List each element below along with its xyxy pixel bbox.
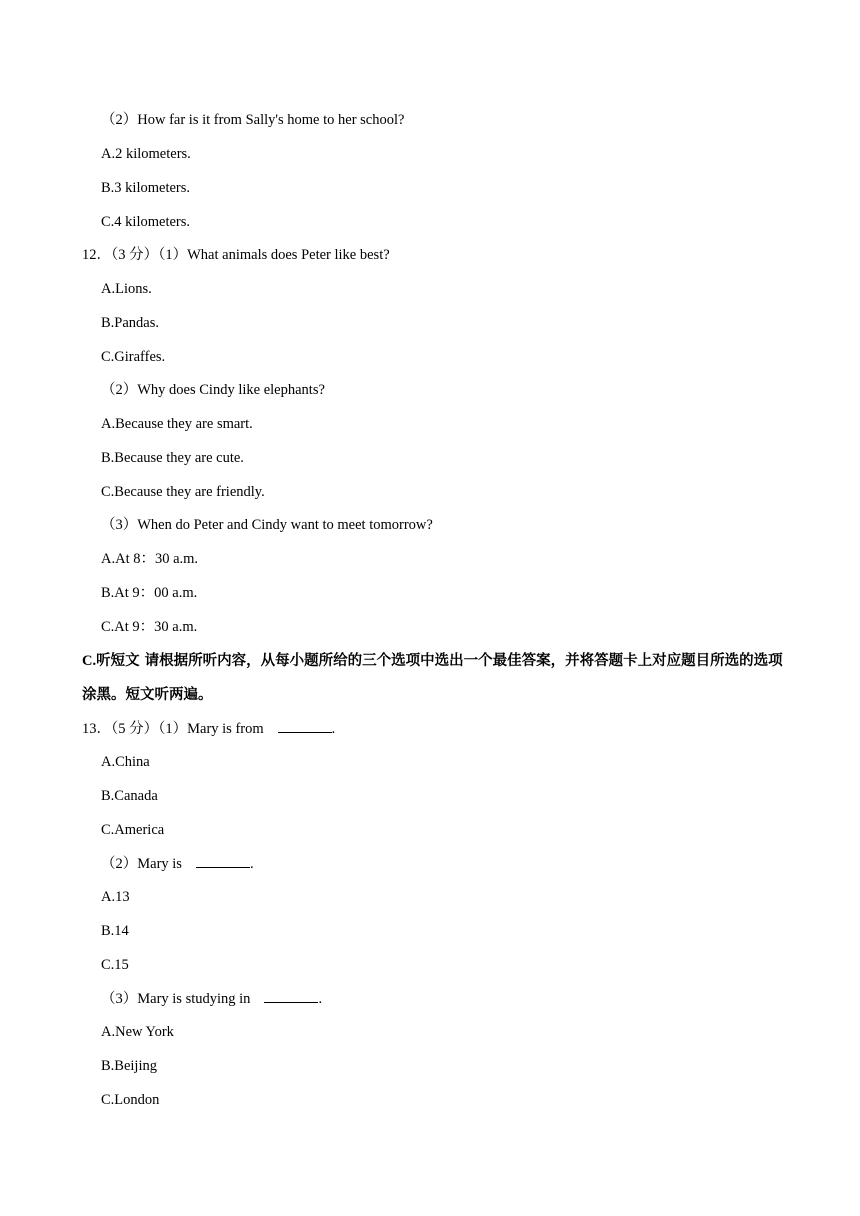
option-b: B.Canada bbox=[101, 788, 158, 804]
question-13-2-text: （2）Mary is bbox=[101, 856, 182, 872]
answer-blank bbox=[278, 718, 332, 733]
option-a: A.Because they are smart. bbox=[101, 416, 253, 432]
option-b: B.Because they are cute. bbox=[101, 450, 244, 466]
option-b: B.Pandas. bbox=[101, 315, 159, 331]
question-13-1-text: 13．（5 分）（1）Mary is from bbox=[82, 721, 264, 737]
option-a: A.Lions. bbox=[101, 281, 152, 297]
question-12-2-stem: （2）Why does Cindy like elephants? bbox=[101, 382, 325, 398]
question-13-1-stem bbox=[82, 718, 335, 739]
question-12-3-stem: （3）When do Peter and Cindy want to meet tomorrow? bbox=[101, 517, 433, 533]
section-c-text: 听短文 请根据所听内容，从每小题所给的三个选项中选出一个最佳答案，并将答题卡上对应题目所选的选项涂黑。短文听两遍。 bbox=[82, 653, 783, 703]
section-c-label: C. bbox=[82, 653, 97, 669]
section-c-instructions bbox=[82, 644, 792, 712]
option-b: B.Beijing bbox=[101, 1058, 157, 1074]
option-c: C.London bbox=[101, 1092, 160, 1108]
question-13-3-stem bbox=[101, 988, 322, 1009]
option-c: C.Giraffes. bbox=[101, 349, 166, 365]
question-12-1-stem: 12．（3 分）（1）What animals does Peter like best? bbox=[82, 247, 390, 263]
blank-period: . bbox=[249, 856, 254, 872]
option-a: A.At 8：30 a.m. bbox=[101, 551, 199, 567]
option-c: C.At 9：30 a.m. bbox=[101, 619, 198, 635]
blank-period: . bbox=[318, 991, 323, 1007]
option-b: B.3 kilometers. bbox=[101, 180, 191, 196]
question-11-2-stem: （2）How far is it from Sally's home to her school? bbox=[101, 112, 405, 128]
option-c: C.4 kilometers. bbox=[101, 214, 191, 230]
blank-period: . bbox=[331, 721, 336, 737]
option-a: A.New York bbox=[101, 1024, 174, 1040]
option-a: A.China bbox=[101, 754, 150, 770]
answer-blank bbox=[196, 853, 250, 868]
option-a: A.2 kilometers. bbox=[101, 146, 191, 162]
option-c: C.Because they are friendly. bbox=[101, 484, 265, 500]
option-c: C.America bbox=[101, 822, 165, 838]
option-c: C.15 bbox=[101, 957, 129, 973]
question-13-2-stem bbox=[101, 853, 254, 874]
option-a: A.13 bbox=[101, 889, 130, 905]
question-13-3-text: （3）Mary is studying in bbox=[101, 991, 251, 1007]
option-b: B.At 9：00 a.m. bbox=[101, 585, 198, 601]
option-b: B.14 bbox=[101, 923, 129, 939]
answer-blank bbox=[264, 988, 318, 1003]
